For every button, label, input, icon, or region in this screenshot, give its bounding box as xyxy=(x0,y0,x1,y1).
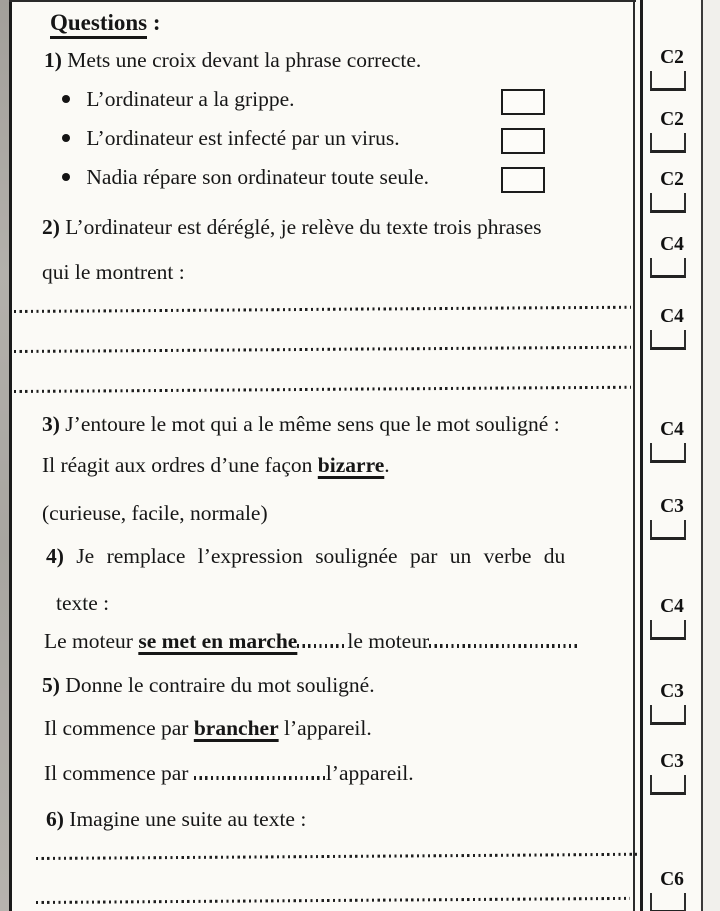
score-bracket-icon xyxy=(650,193,686,213)
page-border-right xyxy=(701,0,703,911)
bullet-icon xyxy=(62,95,70,103)
competency-code-label: C4 xyxy=(660,306,684,327)
q3-underlined-word: bizarre xyxy=(317,453,385,477)
bullet-icon xyxy=(62,134,70,142)
question-6-text: Imagine une suite au texte : xyxy=(69,807,307,831)
q5-blank[interactable] xyxy=(194,776,326,780)
question-4-prompt xyxy=(46,543,565,570)
competency-code-label: C3 xyxy=(660,751,684,772)
score-bracket-icon xyxy=(650,775,686,795)
question-3-number: 3) xyxy=(42,412,60,436)
competency-code-label: C2 xyxy=(660,47,684,68)
competency-code-label: C4 xyxy=(660,234,684,255)
q1-option-row xyxy=(62,125,400,152)
question-3-prompt xyxy=(42,411,560,438)
competency-code-label: C3 xyxy=(660,681,684,702)
q3-sentence-end: . xyxy=(384,453,390,477)
q4-answer-sentence xyxy=(44,628,577,655)
competency-code-label: C2 xyxy=(660,169,684,190)
q5-answer-sentence xyxy=(44,760,414,787)
q6-answer-line-2[interactable] xyxy=(36,897,630,904)
competency-code-label: C2 xyxy=(660,109,684,130)
question-5-prompt xyxy=(42,672,375,699)
competency-item xyxy=(648,420,696,463)
question-2-prompt xyxy=(42,214,542,241)
competency-code-label: C6 xyxy=(660,869,684,890)
competency-item xyxy=(648,307,696,350)
question-1-prompt xyxy=(44,47,421,74)
scan-edge xyxy=(0,0,9,911)
q2-answer-line-1[interactable] xyxy=(14,306,631,313)
q5-underlined-word: brancher xyxy=(193,716,279,740)
page-border-left xyxy=(9,0,12,911)
competency-item xyxy=(648,48,696,91)
question-1-number: 1) xyxy=(44,48,62,72)
page-title xyxy=(50,10,161,36)
page-border-top xyxy=(9,0,636,2)
page-title-text: Questions xyxy=(50,10,147,39)
q2-answer-line-3[interactable] xyxy=(14,386,631,393)
question-5-number: 5) xyxy=(42,673,60,697)
question-1-text: Mets une croix devant la phrase correcte. xyxy=(67,48,422,72)
right-margin-area xyxy=(703,0,720,911)
competency-code-label: C3 xyxy=(660,496,684,517)
margin-divider-line-1 xyxy=(633,0,635,911)
question-6-prompt xyxy=(46,806,306,833)
q2-answer-line-2[interactable] xyxy=(14,346,631,353)
question-2-text-line1: L’ordinateur est déréglé, je relève du texte trois phrases xyxy=(65,215,542,239)
competency-item xyxy=(648,682,696,725)
competency-item xyxy=(648,870,696,911)
q5-answer-end: l’appareil. xyxy=(325,761,414,785)
competency-code-label: C4 xyxy=(660,596,684,617)
q1-option-3-text: Nadia répare son ordinateur toute seule. xyxy=(86,165,430,189)
q3-sentence-start: Il réagit aux ordres d’une façon xyxy=(42,453,318,477)
question-4-number: 4) xyxy=(46,544,64,568)
question-5-text: Donne le contraire du mot souligné. xyxy=(65,673,375,697)
page-title-colon: : xyxy=(147,10,161,35)
question-3-text: J’entoure le mot qui a le même sens que le mot souligné : xyxy=(65,412,560,436)
competency-item xyxy=(648,235,696,278)
q5-sentence-end: l’appareil. xyxy=(278,716,372,740)
question-4-text-line1: Je remplace l’expression soulignée par un verbe du xyxy=(76,544,566,568)
q5-sentence-start: Il commence par xyxy=(44,716,194,740)
score-bracket-icon xyxy=(650,893,686,911)
q4-blank-2[interactable] xyxy=(429,644,577,648)
score-bracket-icon xyxy=(650,705,686,725)
competency-item xyxy=(648,170,696,213)
q1-option-2-text: L’ordinateur est infecté par un virus. xyxy=(86,126,400,150)
q4-blank-1[interactable] xyxy=(297,644,347,648)
q4-answer-start: Le moteur xyxy=(44,629,139,653)
margin-divider-line-2 xyxy=(640,0,643,911)
score-bracket-icon xyxy=(650,133,686,153)
question-2-number: 2) xyxy=(42,215,60,239)
q4-underlined-expression: se met en marche xyxy=(138,629,298,653)
score-bracket-icon xyxy=(650,258,686,278)
score-bracket-icon xyxy=(650,520,686,540)
q3-choices: (curieuse, facile, normale) xyxy=(42,501,268,525)
q1-option-3-checkbox[interactable] xyxy=(501,167,545,193)
competency-code-label: C4 xyxy=(660,419,684,440)
score-bracket-icon xyxy=(650,330,686,350)
question-6-number: 6) xyxy=(46,807,64,831)
q5-answer-start: Il commence par xyxy=(44,761,194,785)
competency-item xyxy=(648,752,696,795)
q1-option-row xyxy=(62,86,295,113)
q1-option-1-checkbox[interactable] xyxy=(501,89,545,115)
q1-option-1-text: L’ordinateur a la grippe. xyxy=(86,87,295,111)
competency-item xyxy=(648,497,696,540)
q5-sentence xyxy=(44,715,372,742)
competency-item xyxy=(648,597,696,640)
competency-item xyxy=(648,110,696,153)
bullet-icon xyxy=(62,173,70,181)
score-bracket-icon xyxy=(650,71,686,91)
q3-sentence xyxy=(42,452,390,479)
score-bracket-icon xyxy=(650,620,686,640)
question-4-text-line2: texte : xyxy=(56,591,110,615)
score-bracket-icon xyxy=(650,443,686,463)
q1-option-2-checkbox[interactable] xyxy=(501,128,545,154)
q6-answer-line-1[interactable] xyxy=(36,853,637,860)
q1-option-row xyxy=(62,164,429,191)
q4-answer-mid: le moteur xyxy=(347,629,430,653)
question-2-text-line2: qui le montrent : xyxy=(42,260,185,284)
